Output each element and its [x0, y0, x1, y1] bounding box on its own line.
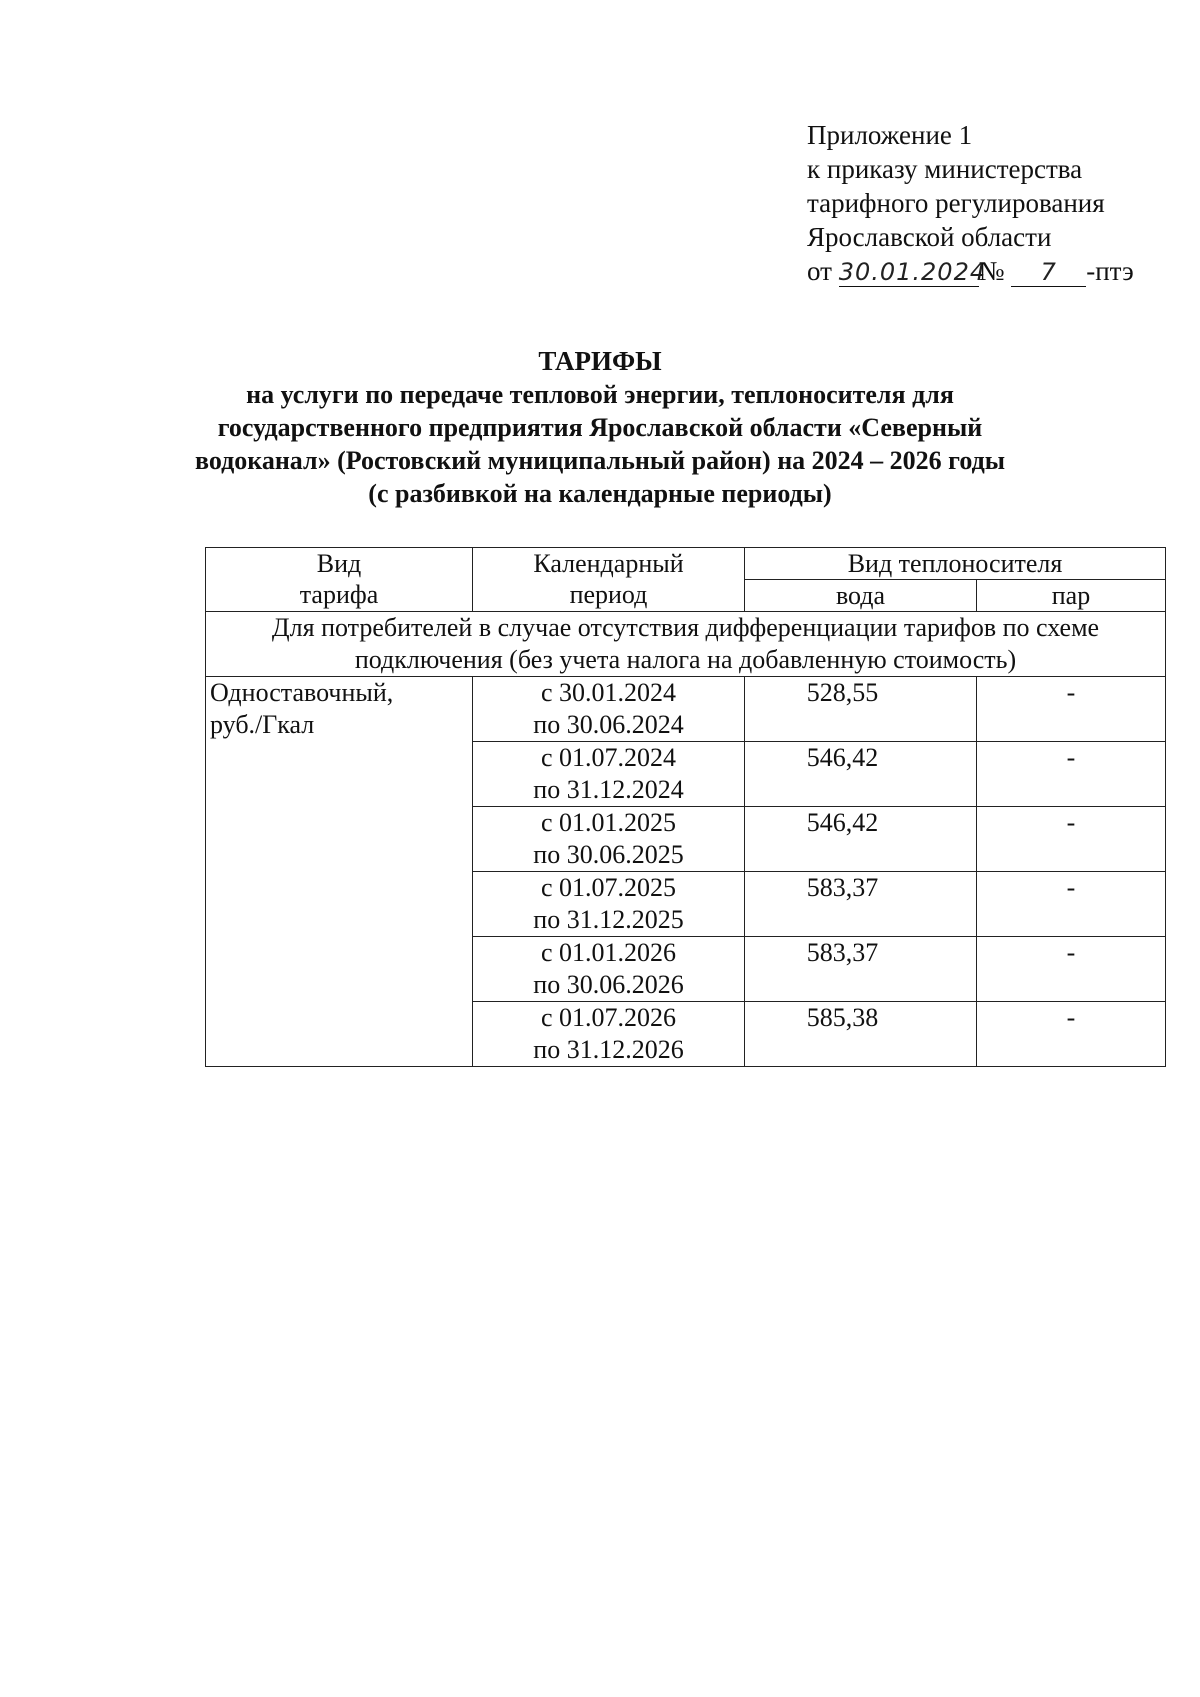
document-title [180, 345, 1020, 510]
title-line-3: водоканал» (Ростовский муниципальный район) на 2024 – 2026 годы [194, 446, 1006, 475]
appendix-title: Приложение 1 [807, 120, 973, 150]
title-line-4: (с разбивкой на календарные периоды) [368, 479, 832, 508]
section-header: Для потребителей в случае отсутствия дифференциации тарифов по схеме подключения (без учета налога на добавленную стоимость) [206, 612, 1166, 677]
number-sign: № [978, 256, 1005, 286]
steam-value-cell: - [977, 742, 1166, 807]
period-cell: с 01.01.2025 по 30.06.2025 [473, 807, 745, 872]
title-line-2: государственного предприятия Ярославской области «Северный [217, 413, 983, 442]
period-cell: с 30.01.2024 по 30.06.2024 [473, 677, 745, 742]
appendix-ministry-line: тарифного регулирования [807, 188, 1105, 218]
steam-value-cell: - [977, 807, 1166, 872]
period-cell: с 01.07.2024 по 31.12.2024 [473, 742, 745, 807]
order-number: 7 [1011, 258, 1086, 287]
header-water: вода [745, 580, 977, 612]
header-carrier: Вид теплоносителя [745, 548, 1166, 580]
appendix-block [807, 118, 1134, 288]
water-value-cell: 583,37 [745, 872, 977, 937]
steam-value-cell: - [977, 1002, 1166, 1067]
header-steam: пар [977, 580, 1166, 612]
number-suffix: -птэ [1086, 256, 1134, 286]
steam-value-cell: - [977, 872, 1166, 937]
order-date: 30.01.2024 [838, 258, 987, 286]
appendix-order-line: к приказу министерства [807, 154, 1083, 184]
water-value-cell: 528,55 [745, 677, 977, 742]
table-row [206, 677, 1166, 742]
date-prefix: от [807, 256, 832, 286]
period-cell: с 01.01.2026 по 30.06.2026 [473, 937, 745, 1002]
water-value-cell: 546,42 [745, 742, 977, 807]
tariff-table [205, 547, 1166, 1067]
header-period: Календарный период [473, 548, 745, 612]
water-value-cell: 546,42 [745, 807, 977, 872]
water-value-cell: 585,38 [745, 1002, 977, 1067]
steam-value-cell: - [977, 677, 1166, 742]
period-cell: с 01.07.2025 по 31.12.2025 [473, 872, 745, 937]
period-cell: с 01.07.2026 по 31.12.2026 [473, 1002, 745, 1067]
tariff-name-cell: Одноставочный, руб./Гкал [206, 677, 473, 1067]
steam-value-cell: - [977, 937, 1166, 1002]
water-value-cell: 583,37 [745, 937, 977, 1002]
header-tariff-type: Вид тарифа [206, 548, 473, 612]
title-line-1: на услуги по передаче тепловой энергии, теплоносителя для [246, 380, 954, 409]
title-main: ТАРИФЫ [538, 346, 662, 376]
appendix-date-number-line [807, 254, 1134, 288]
appendix-region-line: Ярославской области [807, 222, 1052, 252]
